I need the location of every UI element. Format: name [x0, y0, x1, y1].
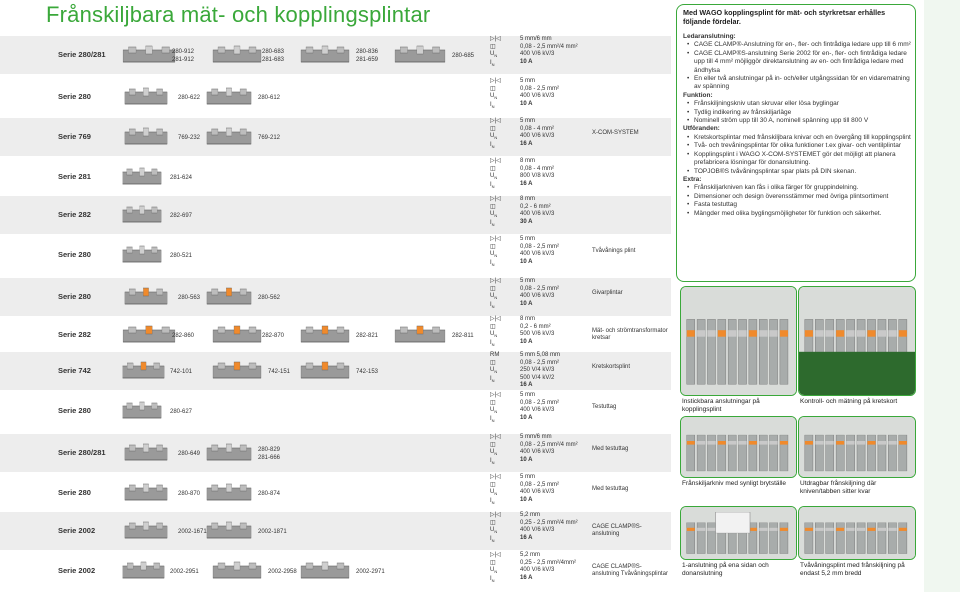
- terminal-block-image: [206, 520, 252, 542]
- part-number: 742-151: [268, 369, 291, 375]
- spec-symbols: [490, 36, 516, 69]
- page-title: Frånskiljbara mät- och kopplingsplintar: [46, 2, 431, 27]
- part-number: 280-874: [258, 491, 281, 497]
- isolate-icon: ▷|◁: [490, 158, 501, 164]
- part-number: 280-563: [178, 295, 201, 301]
- spec-line: 400 V/6 kV/3: [520, 51, 555, 58]
- spec-line: 400 V/6 kV/3: [520, 211, 555, 218]
- panel-list: [683, 41, 911, 91]
- spec-line: 500 V/6 kV/3: [520, 331, 555, 338]
- panel-list-item: • TOPJOB®S tvåvåningsplintar spar plats på DIN skenan.: [689, 168, 911, 176]
- isolate-icon: ▷|◁: [490, 552, 501, 558]
- advantages-panel: [676, 4, 916, 282]
- series-label: Serie 280: [58, 92, 91, 101]
- spec-values: [520, 278, 586, 308]
- terminal-block-image: [212, 360, 262, 382]
- part-number: 280-829 281-666: [258, 447, 281, 461]
- part-number: 281-624: [170, 175, 193, 181]
- current-symbol: $I_N$: [490, 219, 495, 228]
- spec-line: 0,08 - 2,5 mm²: [520, 481, 560, 488]
- terminal-block-image: [124, 86, 168, 108]
- spec-values: [520, 352, 586, 390]
- isolate-icon: ▷|◁: [490, 78, 501, 84]
- part-number: 280-612: [258, 95, 281, 101]
- panel-list-item: • CAGE CLAMP®-Anslutning för en-, fler- och fintrådiga ledare upp till 6 mm²: [689, 41, 911, 49]
- spec-line: 5 mm: [520, 118, 535, 124]
- part-number: 282-821: [356, 333, 379, 339]
- terminal-block-image: [124, 126, 168, 148]
- panel-list-item: • Frånskiljningskniv utan skruvar eller lösa byglingar: [689, 100, 911, 108]
- part-number: 280-870: [178, 491, 201, 497]
- part-number: 280-912 281-912: [172, 49, 195, 63]
- spec-symbols: [490, 196, 516, 229]
- current-symbol: $I_N$: [490, 415, 495, 424]
- panel-text: [683, 33, 911, 218]
- spec-line: 5,2 mm: [520, 552, 541, 558]
- current-symbol: $I_N$: [490, 457, 495, 466]
- panel-list: [683, 100, 911, 125]
- spec-line: 5 mm: [520, 78, 535, 84]
- wire-icon: ◫: [490, 481, 496, 488]
- row-note: Mät- och strömtransformator kretsar: [592, 328, 668, 342]
- panel-list-item: • Kretskortsplintar med frånskiljbara knivar och en övergång till kopplingsplint: [689, 134, 911, 142]
- photo-caption: Frånskiljarkniv med synligt brytställe: [682, 480, 787, 487]
- series-label: Serie 280: [58, 292, 91, 301]
- terminal-block-image: [212, 560, 262, 582]
- spec-line: 10 A: [520, 496, 533, 503]
- spec-line: 5,2 mm: [520, 512, 541, 518]
- isolate-icon: ▷|◁: [490, 434, 501, 440]
- spec-line: 400 V/6 kV/3: [520, 133, 555, 140]
- isolate-icon: ▷|◁: [490, 278, 501, 284]
- spec-symbols: [490, 316, 516, 349]
- current-symbol: $I_N$: [490, 575, 495, 584]
- part-number: 769-212: [258, 135, 281, 141]
- spec-symbols: [490, 512, 516, 545]
- panel-list: [683, 184, 911, 218]
- isolate-icon: ▷|◁: [490, 118, 501, 124]
- panel-list-item: • Fasta testuttag: [689, 201, 911, 209]
- terminal-block-image: [206, 86, 252, 108]
- terminal-block-image: [122, 166, 162, 188]
- panel-list-item: • Nominell ström upp till 30 A, nominell spänning upp till 800 V: [689, 117, 911, 125]
- panel-list-item: • En eller två anslutningar på in- och/eller utgångssidan för en vidarematning av spänning: [689, 75, 911, 92]
- spec-line: 0,08 - 4 mm²: [520, 125, 555, 132]
- spec-values: [520, 316, 586, 346]
- row-note: Testuttag: [592, 404, 617, 410]
- wire-icon: ◫: [490, 285, 496, 292]
- spec-values: [520, 474, 586, 504]
- photo-caption: Tvåvåningsplint med frånskiljning på endast 5,2 mm bredd: [800, 562, 905, 577]
- spec-symbols: [490, 352, 516, 385]
- spec-line: 800 V/8 kV/3: [520, 173, 555, 180]
- wire-icon: ◫: [490, 323, 496, 330]
- spec-line: 400 V/6 kV/3: [520, 293, 555, 300]
- spec-line: 16 A: [520, 574, 533, 581]
- panel-list: [683, 134, 911, 176]
- wire-icon: ◫: [490, 165, 496, 172]
- spec-line: 0,08 - 4 mm²: [520, 165, 555, 172]
- product-photo: [798, 286, 916, 396]
- product-photo: [798, 506, 916, 560]
- panel-list-item: • Mängder med olika byglingsmöjligheter för funktion och säkerhet.: [689, 210, 911, 218]
- spec-values: [520, 236, 586, 266]
- part-number: 742-153: [356, 369, 379, 375]
- series-label: Serie 282: [58, 330, 91, 339]
- current-symbol: $I_N$: [490, 375, 495, 384]
- terminal-block-image: [122, 560, 165, 582]
- row-note: Med testuttag: [592, 446, 629, 452]
- spec-values: [520, 434, 586, 464]
- series-label: Serie 280: [58, 406, 91, 415]
- spec-line: 250 V/4 kV/3: [520, 367, 555, 374]
- current-symbol: $I_N$: [490, 339, 495, 348]
- voltage-symbol: $U_N$: [490, 367, 498, 375]
- row-note: Tvåvånings plint: [592, 248, 636, 254]
- spec-symbols: [490, 434, 516, 467]
- wire-icon: ◫: [490, 519, 496, 526]
- series-label: Serie 769: [58, 132, 91, 141]
- wire-icon: ◫: [490, 43, 496, 50]
- part-number: 280-521: [170, 253, 193, 259]
- current-symbol: $I_N$: [490, 101, 495, 110]
- spec-symbols: [490, 158, 516, 191]
- voltage-symbol: $U_N$: [490, 93, 498, 101]
- spec-line: 400 V/6 kV/3: [520, 251, 555, 258]
- spec-line: 0,2 - 6 mm²: [520, 203, 551, 210]
- product-photo: [680, 286, 797, 396]
- terminal-block-image: [124, 520, 168, 542]
- part-number: 2002-2971: [356, 569, 385, 575]
- part-number: 280-627: [170, 409, 193, 415]
- panel-list-item: • Dimensioner och design överensstämmer med övriga plintsortiment: [689, 193, 911, 201]
- spec-line: 8 mm: [520, 196, 535, 202]
- spec-values: [520, 512, 586, 542]
- spec-line: 8 mm: [520, 316, 535, 322]
- photo-caption: 1-anslutning på ena sidan och donanslutning: [682, 562, 769, 577]
- spec-values: [520, 36, 586, 66]
- spec-line: 0,25 - 2,5 mm²/4 mm²: [520, 519, 578, 526]
- part-number: 742-101: [170, 369, 193, 375]
- isolate-icon: ▷|◁: [490, 196, 501, 202]
- spec-line: 10 A: [520, 414, 533, 421]
- rm-label: RM: [490, 352, 500, 358]
- row-note: Kretskortsplint: [592, 364, 631, 370]
- spec-line: 400 V/6 kV/3: [520, 93, 555, 100]
- row-note: Givarplintar: [592, 290, 623, 296]
- terminal-block-image: [394, 44, 446, 66]
- spec-line: 0,08 - 2,5 mm²: [520, 359, 560, 366]
- spec-line: 16 A: [520, 382, 533, 389]
- spec-line: 5 mm: [520, 278, 535, 284]
- spec-line: 10 A: [520, 258, 533, 265]
- series-label: Serie 280: [58, 250, 91, 259]
- part-number: 282-697: [170, 213, 193, 219]
- spec-line: 400 V/6 kV/3: [520, 489, 555, 496]
- spec-symbols: [490, 392, 516, 425]
- spec-symbols: [490, 236, 516, 269]
- terminal-block-image: [122, 360, 165, 382]
- terminal-block-image: [122, 44, 176, 66]
- spec-symbols: [490, 278, 516, 311]
- part-number: 282-811: [452, 333, 474, 339]
- photo-caption: Instickbara anslutningar på kopplingsplint: [682, 398, 760, 413]
- spec-values: [520, 196, 586, 226]
- spec-line: 0,08 - 2,5 mm²: [520, 243, 560, 250]
- spec-line: 16 A: [520, 140, 533, 147]
- wire-icon: ◫: [490, 441, 496, 448]
- spec-line: 400 V/6 kV/3: [520, 567, 555, 574]
- isolate-icon: ▷|◁: [490, 512, 501, 518]
- side-strip: [924, 0, 960, 592]
- current-symbol: $I_N$: [490, 301, 495, 310]
- voltage-symbol: $U_N$: [490, 173, 498, 181]
- voltage-symbol: $U_N$: [490, 251, 498, 259]
- spec-values: [520, 392, 586, 422]
- terminal-block-image: [206, 442, 252, 464]
- part-number: 282-870: [262, 333, 285, 339]
- series-label: Serie 282: [58, 210, 91, 219]
- spec-line: 16 A: [520, 180, 533, 187]
- voltage-symbol: $U_N$: [490, 567, 498, 575]
- terminal-block-image: [212, 324, 262, 346]
- panel-section-heading: Funktion:: [683, 91, 713, 99]
- photo-caption: Utdragbar frånskiljning där kniven/tabben sitter kvar: [800, 480, 877, 495]
- part-number: 280-622: [178, 95, 201, 101]
- spec-line: 5 mm/6 mm: [520, 36, 552, 42]
- terminal-block-image: [206, 482, 252, 504]
- panel-list-item: • Två- och trevåningsplintar för olika funktioner t.ex givar- och ventilplintar: [689, 142, 911, 150]
- spec-values: [520, 552, 586, 582]
- spec-line: 10 A: [520, 338, 533, 345]
- panel-section-heading: Ledaranslutning:: [683, 33, 736, 40]
- terminal-block-image: [124, 482, 168, 504]
- spec-symbols: [490, 474, 516, 507]
- wire-icon: ◫: [490, 203, 496, 210]
- wire-icon: ◫: [490, 399, 496, 406]
- series-label: Serie 280: [58, 488, 91, 497]
- spec-line: 5 mm: [520, 236, 535, 242]
- wire-icon: ◫: [490, 125, 496, 132]
- voltage-symbol: $U_N$: [490, 293, 498, 301]
- voltage-symbol: $U_N$: [490, 407, 498, 415]
- part-number: 280-685: [452, 53, 475, 59]
- spec-symbols: [490, 552, 516, 585]
- spec-line: 5 mm: [520, 474, 535, 480]
- row-note: CAGE CLAMP®S-anslutning Tvåvåningsplintar: [592, 564, 668, 578]
- spec-line: 400 V/6 kV/3: [520, 407, 555, 414]
- terminal-block-image: [122, 400, 162, 422]
- spec-line: 5 mm/6 mm: [520, 434, 552, 440]
- terminal-block-image: [122, 324, 176, 346]
- spec-line: 0,08 - 2,5 mm²: [520, 85, 560, 92]
- panel-title: Med WAGO kopplingsplint för mät- och styrkretsar erhålles följande fördelar.: [683, 8, 886, 26]
- panel-list-item: • Tydlig indikering av frånskiljarläge: [689, 109, 911, 117]
- voltage-symbol: $U_N$: [490, 51, 498, 59]
- terminal-block-image: [394, 324, 446, 346]
- terminal-block-image: [206, 286, 252, 308]
- spec-symbols: [490, 118, 516, 151]
- spec-values: [520, 78, 586, 108]
- series-label: Serie 2002: [58, 566, 96, 575]
- isolate-icon: ▷|◁: [490, 316, 501, 322]
- terminal-block-image: [122, 244, 162, 266]
- spec-line: 10 A: [520, 456, 533, 463]
- series-label: Serie 2002: [58, 526, 96, 535]
- spec-line: 5 mm: [520, 392, 535, 398]
- current-symbol: $I_N$: [490, 141, 495, 150]
- series-label: Serie 281: [58, 172, 91, 181]
- terminal-block-image: [122, 204, 162, 226]
- voltage-symbol: $U_N$: [490, 527, 498, 535]
- terminal-block-image: [300, 324, 350, 346]
- voltage-symbol: $U_N$: [490, 449, 498, 457]
- photo-caption: Kontroll- och mätning på kretskort: [800, 398, 898, 405]
- spec-line: 0,25 - 2,5 mm²/4mm²: [520, 559, 577, 566]
- terminal-block-image: [212, 44, 262, 66]
- spec-line: 16 A: [520, 534, 533, 541]
- part-number: 769-232: [178, 135, 201, 141]
- part-number: 280-683 281-683: [262, 49, 285, 63]
- terminal-block-image: [124, 286, 168, 308]
- terminal-block-image: [300, 360, 350, 382]
- spec-values: [520, 118, 586, 148]
- isolate-icon: ▷|◁: [490, 392, 501, 398]
- row-note: X-COM-SYSTEM: [592, 130, 639, 136]
- part-number: 282-860: [172, 333, 195, 339]
- isolate-icon: ▷|◁: [490, 36, 501, 42]
- current-symbol: $I_N$: [490, 259, 495, 268]
- current-symbol: $I_N$: [490, 497, 495, 506]
- voltage-symbol: $U_N$: [490, 211, 498, 219]
- panel-section-heading: Utföranden:: [683, 125, 720, 133]
- panel-list-item: • CAGE CLAMP®S-anslutning Serie 2002 för en-, fler- och fintrådiga ledare upp till 4 mm² möjliggör direktanslutning av en- och fintrådiga ledare med ändhylsa: [689, 50, 911, 75]
- terminal-block-image: [124, 442, 168, 464]
- row-note: CAGE CLAMP®S-anslutning: [592, 524, 642, 538]
- part-number: 280-649: [178, 451, 201, 457]
- wire-icon: ◫: [490, 243, 496, 250]
- series-label: Serie 280/281: [58, 50, 106, 59]
- wire-icon: ◫: [490, 359, 496, 366]
- spec-line: 0,08 - 2,5 mm²/4 mm²: [520, 441, 578, 448]
- spec-line: 0,2 - 6 mm²: [520, 323, 551, 330]
- spec-line: 8 mm: [520, 158, 535, 164]
- spec-line: 10 A: [520, 300, 533, 307]
- spec-line: 0,08 - 2,5 mm²: [520, 399, 560, 406]
- terminal-block-image: [206, 126, 252, 148]
- spec-line: 10 A: [520, 100, 533, 107]
- spec-line: 0,08 - 2,5 mm²/4 mm²: [520, 43, 578, 50]
- row-note: Med testuttag: [592, 486, 629, 492]
- terminal-block-image: [300, 560, 350, 582]
- voltage-symbol: $U_N$: [490, 489, 498, 497]
- voltage-symbol: $U_N$: [490, 331, 498, 339]
- series-label: Serie 280/281: [58, 448, 106, 457]
- spec-line: 5 mm 5,08 mm: [520, 352, 561, 358]
- spec-line: 500 V/4 kV/2: [520, 374, 555, 381]
- spec-line: 400 V/6 kV/3: [520, 449, 555, 456]
- part-number: 2002-2958: [268, 569, 297, 575]
- isolate-icon: ▷|◁: [490, 236, 501, 242]
- part-number: 280-836 281-659: [356, 49, 379, 63]
- spec-line: 400 V/6 kV/3: [520, 527, 555, 534]
- spec-line: 30 A: [520, 218, 533, 225]
- panel-section-heading: Extra:: [683, 175, 702, 183]
- wire-icon: ◫: [490, 85, 496, 92]
- part-number: 2002-2951: [170, 569, 199, 575]
- current-symbol: $I_N$: [490, 535, 495, 544]
- spec-symbols: [490, 78, 516, 111]
- product-photo: [680, 416, 797, 478]
- part-number: 280-562: [258, 295, 281, 301]
- panel-list-item: • Kopplingsplint i WAGO X-COM-SYSTEMET gör det möjligt att planera prefabricera lösningar för donanslutning.: [689, 151, 911, 168]
- product-photo: [798, 416, 916, 478]
- series-label: Serie 742: [58, 366, 91, 375]
- panel-list-item: • Frånskiljarkniven kan fås i olika färger för gruppindelning.: [689, 184, 911, 192]
- spec-line: 10 A: [520, 58, 533, 65]
- product-photo: [680, 506, 797, 560]
- current-symbol: $I_N$: [490, 59, 495, 68]
- current-symbol: $I_N$: [490, 181, 495, 190]
- wire-icon: ◫: [490, 559, 496, 566]
- part-number: 2002-1671: [178, 529, 207, 535]
- spec-values: [520, 158, 586, 188]
- part-number: 2002-1871: [258, 529, 287, 535]
- voltage-symbol: $U_N$: [490, 133, 498, 141]
- spec-line: 0,08 - 2,5 mm²: [520, 285, 560, 292]
- isolate-icon: ▷|◁: [490, 474, 501, 480]
- terminal-block-image: [300, 44, 350, 66]
